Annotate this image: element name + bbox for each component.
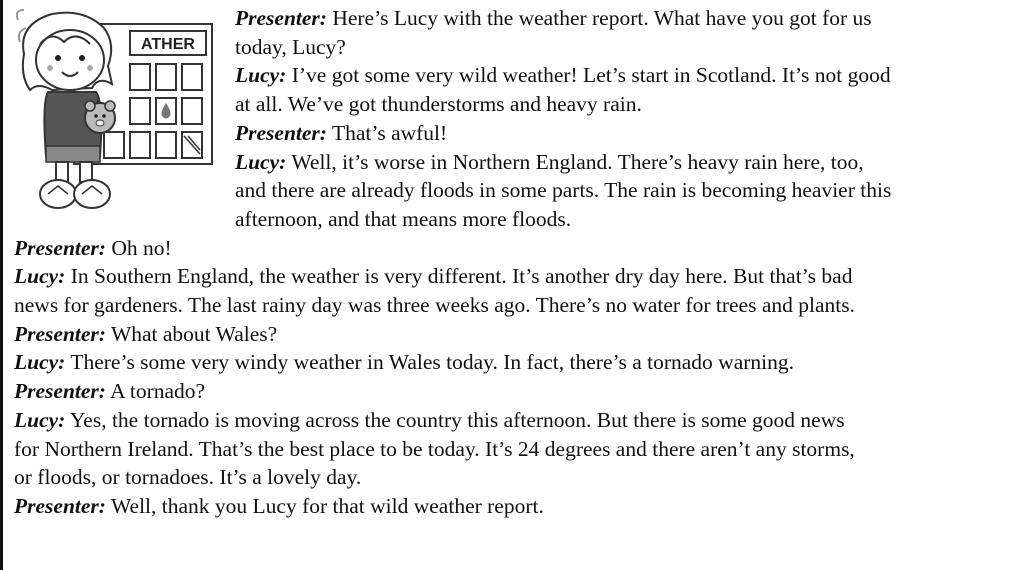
dialogue-line xyxy=(235,90,642,119)
dialogue-line xyxy=(235,119,447,148)
dialogue-line xyxy=(235,33,346,62)
speaker-label: Presenter: xyxy=(14,493,106,518)
calendar-sign-text: ATHER xyxy=(141,36,195,53)
dialogue-line xyxy=(235,61,891,90)
dialogue-text: In Southern England, the weather is very different. It’s another dry day here. But that’s bad xyxy=(70,264,853,289)
speaker-label: Lucy: xyxy=(14,407,66,432)
dialogue-text: I’ve got some very wild weather! Let’s start in Scotland. It’s not good xyxy=(291,63,891,88)
speaker-label: Presenter: xyxy=(235,120,327,145)
left-border xyxy=(0,0,3,570)
dialogue-text: Oh no! xyxy=(111,235,172,260)
dialogue-text: Well, it’s worse in Northern England. There’s heavy rain here, too, xyxy=(291,149,864,174)
dialogue-line xyxy=(14,348,794,377)
dialogue-line xyxy=(14,406,845,435)
dialogue-text: today, Lucy? xyxy=(235,34,346,59)
dialogue-text: A tornado? xyxy=(110,379,206,404)
girl-icon xyxy=(17,10,115,208)
dialogue-text: Yes, the tornado is moving across the country this afternoon. But there is some good news xyxy=(69,407,845,432)
dialogue-line xyxy=(14,234,172,263)
speaker-label: Presenter: xyxy=(14,379,106,404)
dialogue-text: for Northern Ireland. That’s the best place to be today. It’s 24 degrees and there aren’t any storms, xyxy=(14,436,855,461)
speaker-label: Lucy: xyxy=(235,149,287,174)
dialogue-text: There’s some very windy weather in Wales today. In fact, there’s a tornado warning. xyxy=(70,350,794,375)
weather-girl-illustration xyxy=(12,6,217,214)
dialogue-line xyxy=(235,148,864,177)
speaker-label: Lucy: xyxy=(14,264,66,289)
speaker-label: Lucy: xyxy=(235,63,287,88)
dialogue-line xyxy=(235,205,571,234)
dialogue-line xyxy=(235,176,891,205)
speaker-label: Presenter: xyxy=(14,235,106,260)
dialogue-text: or floods, or tornadoes. It’s a lovely day. xyxy=(14,465,362,490)
dialogue-line xyxy=(14,435,855,464)
dialogue-line xyxy=(14,377,205,406)
dialogue-text: and there are already floods in some parts. The rain is becoming heavier this xyxy=(235,178,892,203)
dialogue-text: Here’s Lucy with the weather report. What have you got for us xyxy=(332,6,872,30)
dialogue-text: news for gardeners. The last rainy day was three weeks ago. There’s no water for trees and plants. xyxy=(14,293,855,317)
dialogue-text: What about Wales? xyxy=(110,321,278,346)
dialogue-line xyxy=(14,320,277,349)
teddy-bear-icon xyxy=(85,101,115,133)
dialogue-line xyxy=(235,4,872,33)
dialogue-line xyxy=(14,291,855,320)
dialogue-text: Well, thank you Lucy for that wild weather report. xyxy=(110,493,544,518)
dialogue-text: afternoon, and that means more floods. xyxy=(235,206,572,231)
dialogue-line xyxy=(14,492,544,521)
speaker-label: Presenter: xyxy=(235,6,327,30)
speaker-label: Lucy: xyxy=(14,350,66,375)
speaker-label: Presenter: xyxy=(14,321,106,346)
dialogue-text: That’s awful! xyxy=(331,120,448,145)
dialogue-line xyxy=(14,463,361,492)
dialogue-text: at all. We’ve got thunderstorms and heavy rain. xyxy=(235,92,642,117)
dialogue-line xyxy=(14,262,852,291)
